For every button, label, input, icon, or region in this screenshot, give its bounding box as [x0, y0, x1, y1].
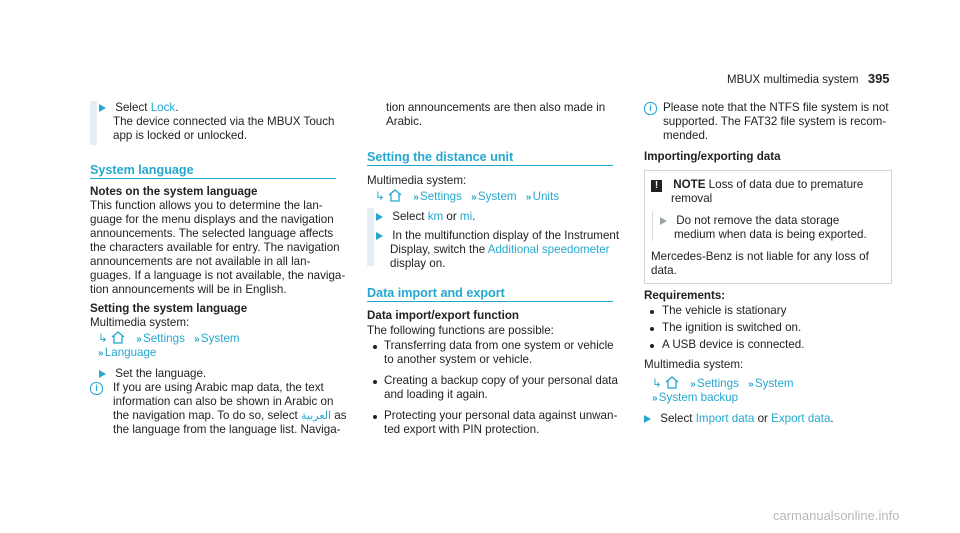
punct: . — [830, 412, 834, 425]
bullet-1-line-1: Transferring data from one system or vehicle — [384, 339, 614, 352]
arabic-option[interactable]: العربية — [301, 409, 332, 422]
step-text: Select — [660, 412, 696, 425]
ie-intro: The following functions are possible: — [367, 324, 554, 337]
export-data-link[interactable]: Export data — [771, 412, 831, 425]
notes-line-1: This function allows you to determine the lan- — [90, 199, 323, 212]
path-arrow-icon: ↳ — [98, 332, 108, 345]
path-settings[interactable]: Settings — [696, 377, 739, 390]
ie-heading: Data import/export function — [367, 309, 520, 322]
chevron-icon: » — [136, 334, 140, 345]
bullet-2-line-1: Creating a backup copy of your personal data — [384, 374, 618, 387]
bullet-dot — [650, 327, 654, 331]
step-text: or — [443, 210, 460, 223]
bullet-dot — [650, 310, 654, 314]
note-step — [660, 214, 839, 229]
step-bar — [90, 101, 97, 145]
km-option[interactable]: km — [427, 210, 444, 223]
note-liability-2: data. — [651, 264, 677, 277]
step-text: Select — [115, 101, 151, 114]
info-line-4: the language from the language list. Naviga- — [113, 423, 341, 436]
bullet-dot — [650, 344, 654, 348]
punct: . — [472, 210, 476, 223]
bullet-dot — [373, 345, 377, 349]
notes-line-5: announcements are not available in all lan- — [90, 255, 311, 268]
chevron-icon: » — [690, 379, 694, 390]
info-icon: i — [644, 102, 657, 115]
path-system[interactable]: System — [200, 332, 240, 345]
additional-speedometer-link[interactable]: Additional speedometer — [487, 243, 610, 256]
info-note — [90, 381, 103, 396]
info-text: the navigation map. To do so, select — [113, 409, 298, 422]
watermark: carmanualsonline.info — [773, 508, 900, 523]
req-3: A USB device is connected. — [662, 338, 805, 351]
chevron-icon: » — [748, 379, 752, 390]
step-triangle-icon — [376, 213, 383, 221]
bullet-3-line-1: Protecting your personal data against unwan- — [384, 409, 618, 422]
path-language[interactable]: Language — [104, 346, 157, 359]
chevron-icon: » — [652, 393, 656, 404]
req-2: The ignition is switched on. — [662, 321, 802, 334]
path-arrow-icon: ↳ — [375, 190, 385, 203]
running-header — [727, 72, 890, 88]
data-import-title: Data import and export — [367, 286, 505, 300]
setting-heading: Setting the system language — [90, 302, 248, 315]
note-step-2: medium when data is being exported. — [674, 228, 867, 241]
step-triangle-icon — [99, 104, 106, 112]
lock-link[interactable]: Lock — [150, 101, 176, 114]
section-rule — [367, 301, 613, 302]
mi-option[interactable]: mi — [459, 210, 473, 223]
chevron-icon: » — [413, 192, 417, 203]
notes-line-2: guage for the menu displays and the navigation — [90, 213, 334, 226]
import-heading: Importing/exporting data — [644, 150, 781, 163]
ntfs-line-2: supported. The FAT32 file system is recom- — [663, 115, 887, 128]
bullet-dot — [373, 415, 377, 419]
path-settings[interactable]: Settings — [142, 332, 185, 345]
distance-unit-title: Setting the distance unit — [367, 150, 514, 164]
req-1: The vehicle is stationary — [662, 304, 787, 317]
info-text: as — [334, 409, 347, 422]
step-triangle-icon — [660, 217, 667, 225]
step-desc-2: app is locked or unlocked. — [113, 129, 248, 142]
path-system[interactable]: System — [754, 377, 794, 390]
home-icon — [665, 376, 679, 389]
note-liability-1: Mercedes-Benz is not liable for any loss of — [651, 250, 869, 263]
step-triangle-icon — [644, 415, 651, 423]
step-select-lock — [99, 101, 178, 116]
step-instrument-3: display on. — [390, 257, 446, 270]
multimedia-label: Multimedia system: — [644, 358, 744, 371]
section-rule — [367, 165, 613, 166]
step-bar — [367, 208, 374, 266]
step-select-unit — [376, 210, 475, 225]
menu-path-cont — [652, 391, 738, 407]
menu-path — [375, 189, 559, 206]
step-instrument-2 — [390, 243, 610, 258]
chevron-icon: » — [194, 334, 198, 345]
system-language-title: System language — [90, 163, 194, 177]
chevron-icon: » — [471, 192, 475, 203]
bullet-dot — [373, 380, 377, 384]
chevron-icon: » — [98, 348, 102, 359]
step-text: In the multifunction display of the Instrument — [392, 229, 620, 242]
ntfs-line-1: Please note that the NTFS file system is not — [663, 101, 889, 114]
multimedia-label: Multimedia system: — [367, 174, 467, 187]
home-icon — [111, 331, 125, 344]
cont-line-1: tion announcements are then also made in — [386, 101, 606, 114]
path-system[interactable]: System — [477, 190, 517, 203]
step-instrument — [376, 229, 619, 244]
info-line-3 — [113, 409, 347, 424]
step-triangle-icon — [99, 370, 106, 378]
step-triangle-icon — [376, 232, 383, 240]
bullet-2-line-2: and loading it again. — [384, 388, 488, 401]
punct: . — [175, 101, 179, 114]
requirements-heading: Requirements: — [644, 289, 726, 302]
step-select-import-export — [644, 412, 834, 427]
note-divider — [652, 211, 653, 241]
ntfs-line-3: mended. — [663, 129, 709, 142]
info-line-2: information can also be shown in Arabic on — [113, 395, 334, 408]
step-text: or — [754, 412, 772, 425]
path-units[interactable]: Units — [532, 190, 560, 203]
note-title: Loss of data due to premature — [705, 178, 864, 191]
step-text: Display, switch the — [390, 243, 488, 256]
notes-line-3: announcements. The selected language affects — [90, 227, 334, 240]
import-data-link[interactable]: Import data — [695, 412, 755, 425]
cont-line-2: Arabic. — [386, 115, 423, 128]
step-text: Do not remove the data storage — [676, 214, 840, 227]
step-text: Set the language. — [115, 367, 207, 380]
step-desc-1: The device connected via the MBUX Touch — [113, 115, 335, 128]
bullet-1-line-2: to another system or vehicle. — [384, 353, 533, 366]
step-set-language — [99, 367, 206, 382]
section-rule — [90, 178, 336, 179]
path-settings[interactable]: Settings — [419, 190, 462, 203]
notes-line-6: guages. If a language is not available, the naviga- — [90, 269, 346, 282]
path-system-backup[interactable]: System backup — [658, 391, 739, 404]
section-title: MBUX multimedia system — [727, 74, 859, 86]
path-arrow-icon: ↳ — [652, 377, 662, 390]
bullet-3-line-2: ted export with PIN protection. — [384, 423, 540, 436]
note-header — [651, 178, 863, 193]
notes-heading: Notes on the system language — [90, 185, 258, 198]
info-line-1: If you are using Arabic map data, the text — [113, 381, 324, 394]
warning-icon: ! — [651, 180, 662, 192]
info-note — [644, 101, 657, 116]
chevron-icon: » — [525, 192, 530, 203]
note-label: NOTE — [673, 178, 706, 191]
step-text: Select — [392, 210, 428, 223]
notes-line-4: the characters available for entry. The navigation — [90, 241, 340, 254]
multimedia-label: Multimedia system: — [90, 316, 190, 329]
info-icon: i — [90, 382, 103, 395]
notes-line-7: tion announcements will be in English. — [90, 283, 287, 296]
note-title-2: removal — [671, 192, 713, 205]
page-number: 395 — [867, 71, 890, 86]
menu-path-cont — [98, 346, 156, 362]
home-icon — [388, 189, 402, 202]
